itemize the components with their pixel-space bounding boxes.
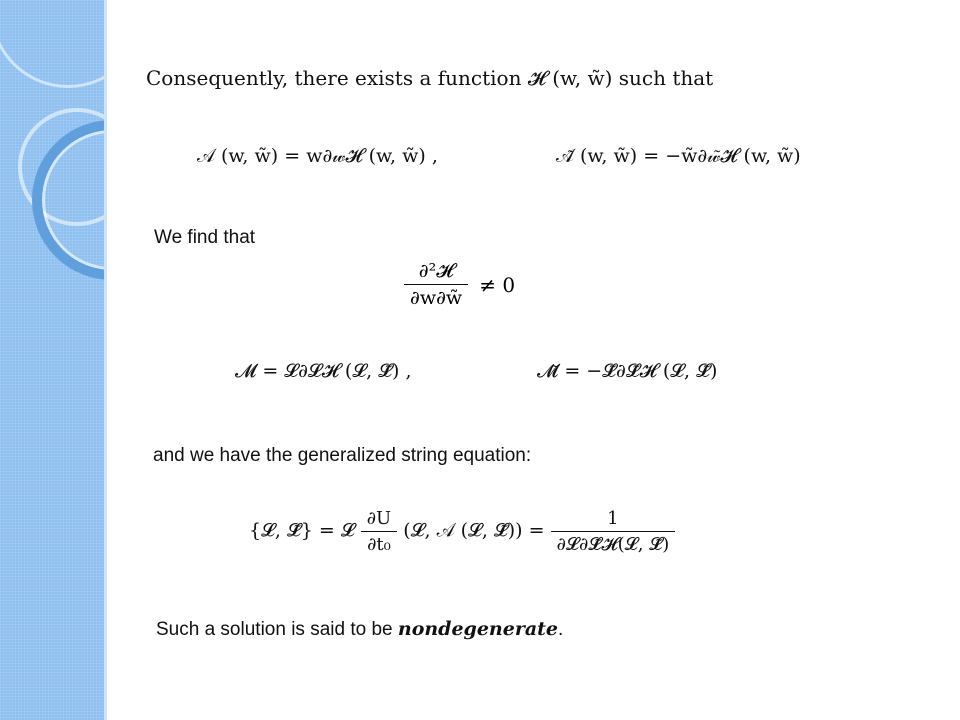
intro-sentence: Consequently, there exists a function 𝓗 (w, w̃) such that [146,66,714,90]
deco-ring [0,0,106,88]
fraction-denominator: ∂𝓛∂𝓛̃𝓗(𝓛, 𝓛̃) [556,534,670,555]
string-equation-sentence: and we have the generalized string equation: [153,445,532,466]
equation-m-tilde: 𝓜̃ = −𝓛̃∂𝓛̃𝓗 (𝓛, 𝓛̃) [537,360,718,382]
nondeg-suffix: . [558,619,564,640]
side-decoration [0,0,106,720]
nondegenerate-sentence [156,618,563,641]
fraction-denominator: ∂w∂w̃ [410,287,463,309]
string-lhs: {𝓛, 𝓛̃} = 𝓛 [249,519,355,542]
string-middle: (𝓛, 𝒜 (𝓛, 𝓛̃)) = [403,519,545,542]
partial-u-fraction [361,508,397,555]
mixed-derivative-fraction [404,260,468,309]
nondeg-prefix: Such a solution is said to be [156,619,398,640]
mixed-derivative-inequality [404,260,515,309]
equation-m: 𝓜 = 𝓛∂𝓛𝓗 (𝓛, 𝓛̃) , [235,360,412,382]
nondeg-term: nondegenerate [397,618,559,640]
fraction-numerator: 1 [607,508,619,529]
rhs-fraction [551,508,676,555]
equation-a: 𝒜 (w, w̃) = w∂𝓌𝓗 (w, w̃) , [197,145,438,167]
equation-a-tilde: 𝒜̃ (w, w̃) = −w̃∂𝓌̃𝓗 (w, w̃) [556,145,801,167]
string-equation [249,508,675,555]
fraction-numerator: ∂U [366,508,392,529]
fraction-numerator: ∂²𝓗 [418,260,454,282]
side-divider [104,0,107,720]
fraction-denominator: ∂t₀ [367,534,391,555]
inequality-rhs: ≠ 0 [479,272,516,297]
find-sentence: We find that [154,227,256,248]
